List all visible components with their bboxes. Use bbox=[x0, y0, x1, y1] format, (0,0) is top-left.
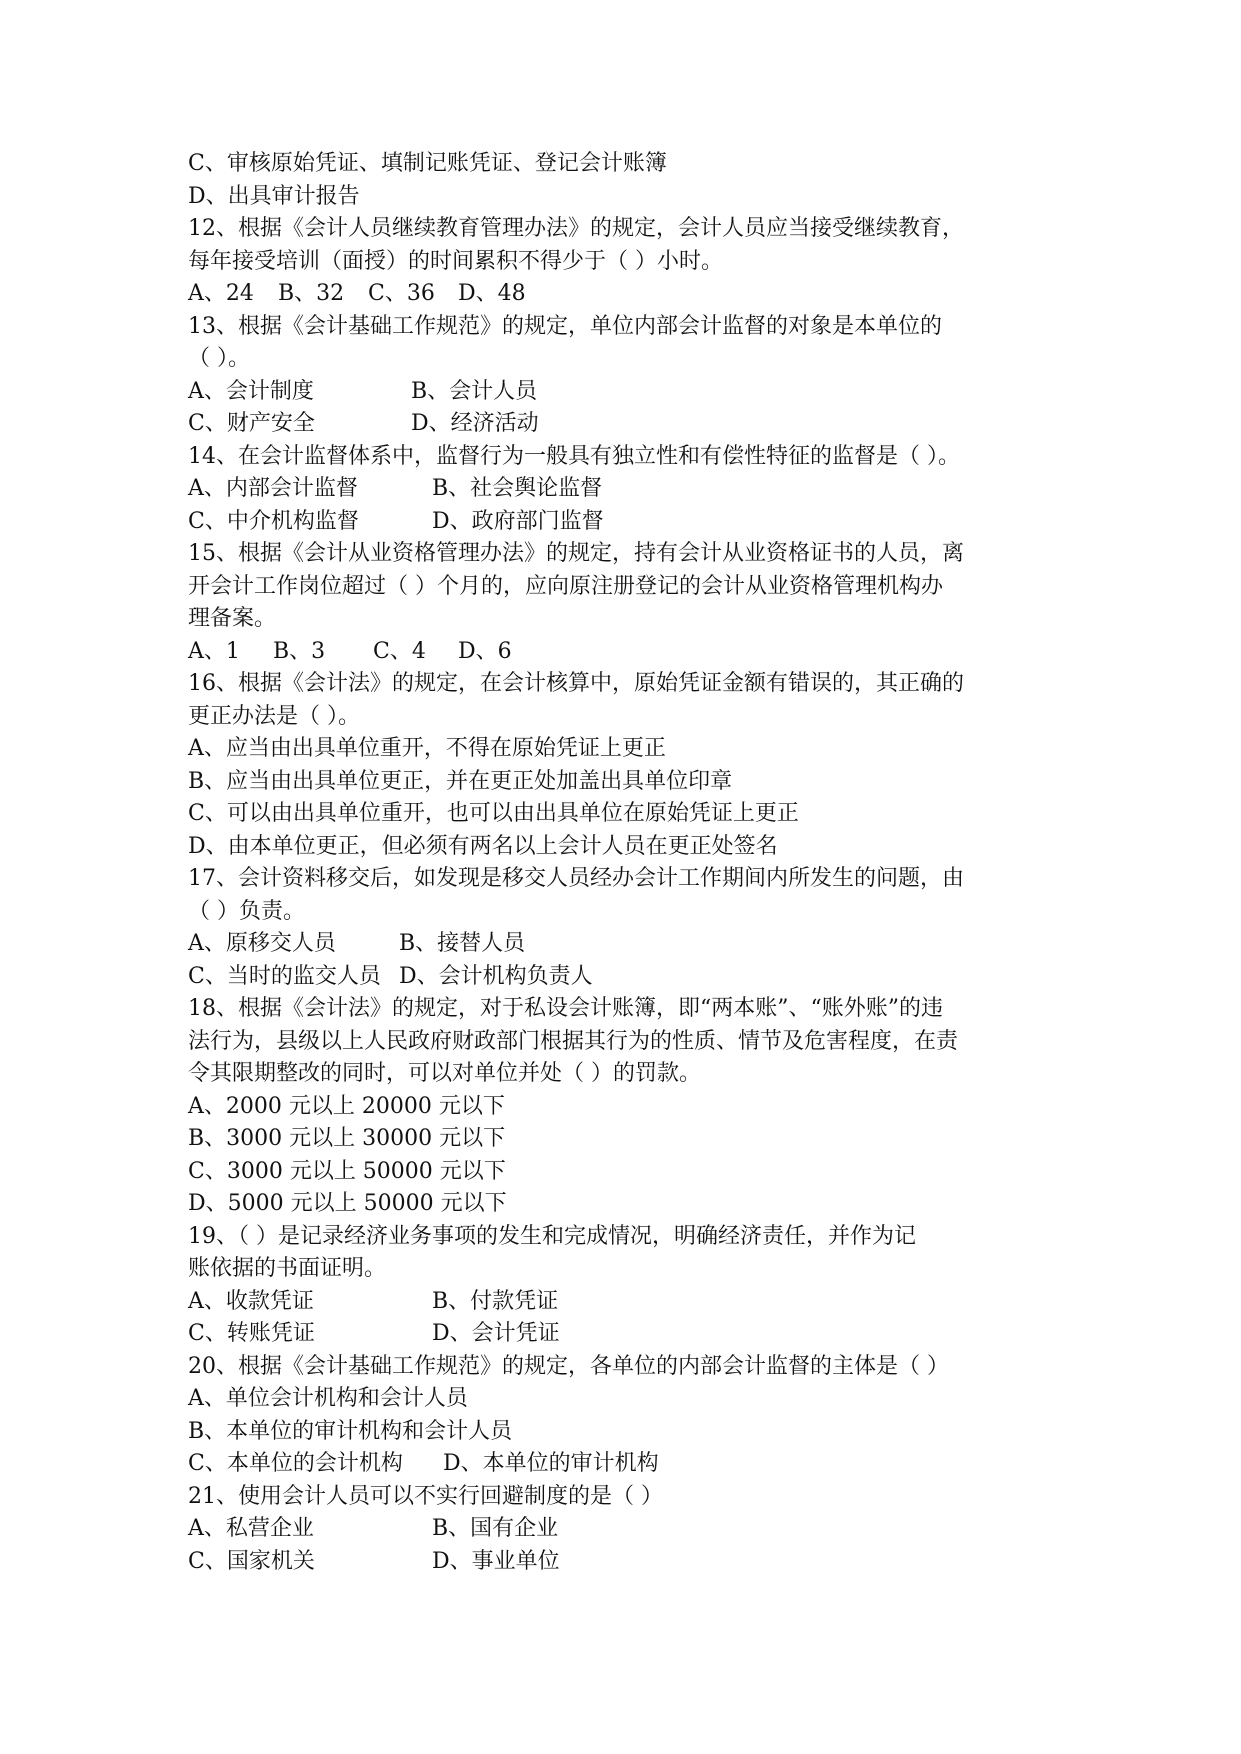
option-row bbox=[188, 1546, 1068, 1579]
option-row bbox=[188, 506, 1068, 539]
option-c: C、财产安全 bbox=[188, 411, 315, 436]
option-row bbox=[188, 928, 1068, 961]
option-c: C、中介机构监督 bbox=[188, 508, 359, 534]
option-a: A、会计制度 bbox=[188, 378, 314, 404]
option-line: A、应当由出具单位重开，不得在原始凭证上更正 bbox=[188, 736, 666, 761]
option-row bbox=[188, 1318, 1068, 1351]
question-stem: 15、根据《会计从业资格管理办法》的规定，持有会计从业资格证书的人员，离 bbox=[188, 541, 964, 566]
option-line: B、3000 元以上 30000 元以下 bbox=[188, 1126, 506, 1151]
question-stem: 21、使用会计人员可以不实行回避制度的是（ ） bbox=[188, 1483, 663, 1509]
question-stem: 更正办法是（ ）。 bbox=[188, 703, 360, 729]
option-line: D、由本单位更正，但必须有两名以上会计人员在更正处签名 bbox=[188, 833, 778, 859]
question-stem: 12、根据《会计人员继续教育管理办法》的规定，会计人员应当接受继续教育， bbox=[188, 216, 964, 241]
question-12 bbox=[188, 213, 1068, 311]
option-a: A、内部会计监督 bbox=[188, 476, 358, 501]
option-line: D、出具审计报告 bbox=[188, 183, 360, 209]
option-c: C、国家机关 bbox=[188, 1548, 315, 1574]
question-16 bbox=[188, 668, 1068, 863]
option-c: C、当时的监交人员 bbox=[188, 963, 381, 989]
question-stem: （ ）负责。 bbox=[188, 898, 305, 924]
question-stem: 开会计工作岗位超过（ ）个月的，应向原注册登记的会计从业资格管理机构办 bbox=[188, 573, 943, 599]
question-19 bbox=[188, 1221, 1068, 1351]
option-d: D、本单位的审计机构 bbox=[443, 1451, 659, 1476]
option-a: A、24 bbox=[188, 281, 254, 306]
option-line: A、单位会计机构和会计人员 bbox=[188, 1386, 468, 1411]
question-stem: （ ）。 bbox=[188, 346, 250, 371]
option-b: B、会计人员 bbox=[411, 378, 538, 404]
option-d: D、经济活动 bbox=[411, 411, 539, 436]
option-row bbox=[188, 1448, 1068, 1481]
option-line: A、2000 元以上 20000 元以下 bbox=[188, 1093, 505, 1119]
option-b: B、接替人员 bbox=[399, 931, 526, 956]
option-line: C、可以由出具单位重开，也可以由出具单位在原始凭证上更正 bbox=[188, 801, 799, 826]
option-row bbox=[188, 1286, 1068, 1319]
question-17 bbox=[188, 863, 1068, 993]
question-stem: 16、根据《会计法》的规定，在会计核算中，原始凭证金额有错误的，其正确的 bbox=[188, 671, 964, 696]
option-line: C、审核原始凭证、填制记账凭证、登记会计账簿 bbox=[188, 151, 667, 176]
option-b: B、32 bbox=[278, 281, 345, 306]
question-stem: 每年接受培训（面授）的时间累积不得少于（ ）小时。 bbox=[188, 248, 723, 274]
option-line: B、本单位的审计机构和会计人员 bbox=[188, 1418, 513, 1444]
option-line: B、应当由出具单位更正，并在更正处加盖出具单位印章 bbox=[188, 768, 733, 794]
question-15 bbox=[188, 538, 1068, 668]
option-row bbox=[188, 961, 1068, 994]
option-c: C、4 bbox=[373, 638, 426, 664]
question-stem: 13、根据《会计基础工作规范》的规定，单位内部会计监督的对象是本单位的 bbox=[188, 313, 942, 339]
option-d: D、事业单位 bbox=[432, 1548, 560, 1574]
option-b: B、社会舆论监督 bbox=[432, 476, 603, 501]
question-13 bbox=[188, 311, 1068, 441]
question-20 bbox=[188, 1351, 1068, 1481]
option-row bbox=[188, 1513, 1068, 1546]
option-a: A、原移交人员 bbox=[188, 931, 336, 956]
question-21 bbox=[188, 1481, 1068, 1579]
option-line: C、3000 元以上 50000 元以下 bbox=[188, 1158, 506, 1184]
option-c: C、36 bbox=[368, 281, 435, 306]
option-row bbox=[188, 636, 1068, 669]
option-a: A、收款凭证 bbox=[188, 1288, 314, 1314]
option-row bbox=[188, 376, 1068, 409]
question-stem: 令其限期整改的同时，可以对单位并处（ ）的罚款。 bbox=[188, 1061, 701, 1086]
question-18 bbox=[188, 993, 1068, 1221]
question-stem: 14、在会计监督体系中，监督行为一般具有独立性和有偿性特征的监督是（ ）。 bbox=[188, 443, 960, 469]
option-a: A、1 bbox=[188, 638, 240, 664]
option-line: D、5000 元以上 50000 元以下 bbox=[188, 1191, 507, 1216]
option-d: D、会计机构负责人 bbox=[399, 963, 593, 989]
question-14 bbox=[188, 441, 1068, 539]
option-d: D、48 bbox=[458, 281, 526, 306]
question-stem: 17、会计资料移交后，如发现是移交人员经办会计工作期间内所发生的问题，由 bbox=[188, 866, 964, 891]
option-b: B、3 bbox=[273, 638, 326, 664]
option-row bbox=[188, 473, 1068, 506]
question-stem: 账依据的书面证明。 bbox=[188, 1256, 387, 1281]
question-stem: 18、根据《会计法》的规定，对于私设会计账簿，即“两本账”、“账外账”的违 bbox=[188, 996, 943, 1021]
option-b: B、付款凭证 bbox=[432, 1288, 559, 1314]
option-a: A、私营企业 bbox=[188, 1516, 314, 1541]
question-stem: 法行为，县级以上人民政府财政部门根据其行为的性质、情节及危害程度，在责 bbox=[188, 1028, 959, 1054]
option-row bbox=[188, 408, 1068, 441]
option-d: D、政府部门监督 bbox=[432, 508, 604, 534]
option-d: D、6 bbox=[458, 638, 512, 664]
option-c: C、本单位的会计机构 bbox=[188, 1451, 403, 1476]
option-c: C、转账凭证 bbox=[188, 1321, 315, 1346]
option-b: B、国有企业 bbox=[432, 1516, 559, 1541]
document-page bbox=[188, 148, 1068, 1578]
option-d: D、会计凭证 bbox=[432, 1321, 560, 1346]
question-stem: 19、（ ）是记录经济业务事项的发生和完成情况，明确经济责任，并作为记 bbox=[188, 1223, 916, 1249]
question-stem: 理备案。 bbox=[188, 606, 277, 631]
option-row bbox=[188, 278, 1068, 311]
question-11-options bbox=[188, 148, 1068, 213]
question-stem: 20、根据《会计基础工作规范》的规定，各单位的内部会计监督的主体是（ ） bbox=[188, 1353, 949, 1379]
